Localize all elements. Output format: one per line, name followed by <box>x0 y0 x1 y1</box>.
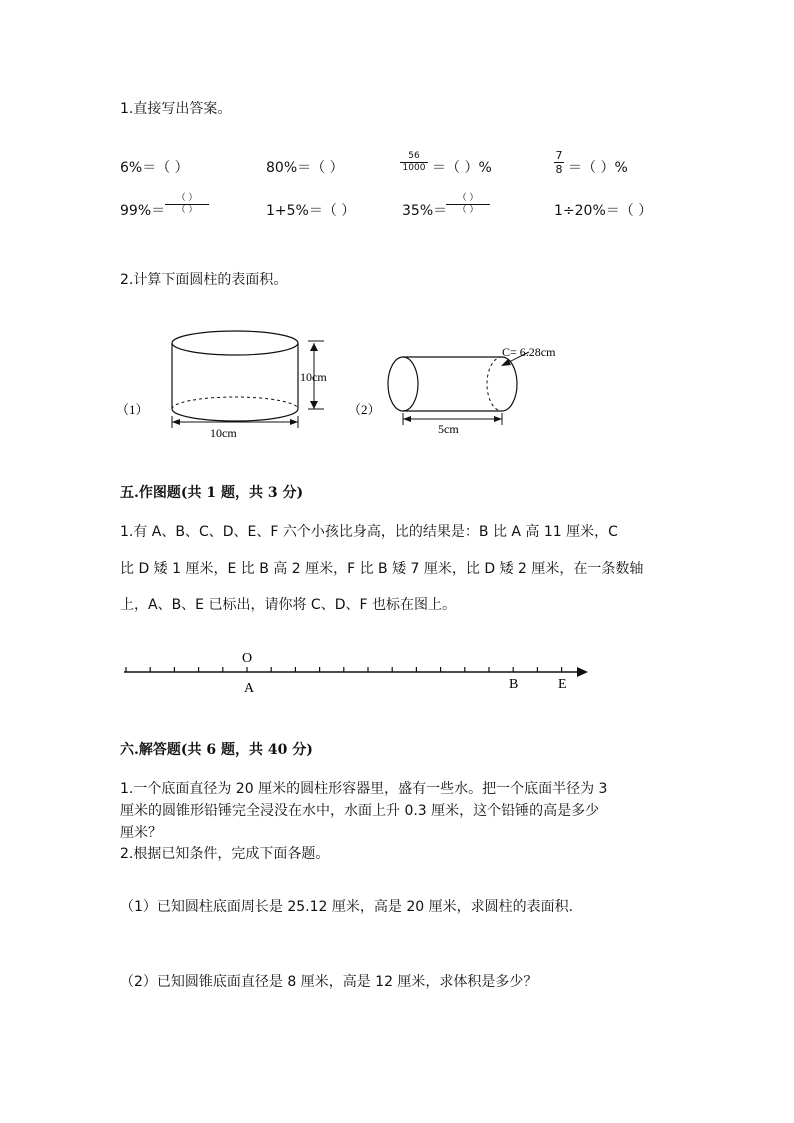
width-arrow-left-head <box>172 419 180 425</box>
height-label: 10cm <box>300 370 327 384</box>
circumference-label: C= 6.28cm <box>502 345 556 359</box>
section-6-p2: 2.根据已知条件，完成下面各题。 <box>120 846 330 862</box>
fraction-7-8 <box>554 150 564 175</box>
section-6-p1-line-2: 厘米的圆锥形铅锤完全浸没在水中，水面上升 0.3 厘米，这个铅锤的高是多少 <box>120 803 600 819</box>
figure-2-label: （2） <box>348 402 381 417</box>
section-5-line-1: 1.有 A、B、C、D、E、F 六个小孩比身高，比的结果是：B 比 A 高 11 厘米，C <box>120 524 618 540</box>
cylinder-2-right-end-back <box>487 357 502 411</box>
origin-label: O <box>242 651 253 666</box>
point-e-label: E <box>558 677 567 692</box>
fraction-56-1000 <box>400 152 428 173</box>
figure-1-label: （1） <box>116 402 149 417</box>
cylinder-2-left-end <box>388 357 418 411</box>
fraction-numerator: 7 <box>555 149 563 162</box>
fraction-denominator: 1000 <box>402 163 426 173</box>
cylinder-figures <box>110 325 590 445</box>
width-arrow-right-head <box>290 419 298 425</box>
q1-item-2: 80%＝（ ） <box>266 160 344 176</box>
number-line <box>118 645 598 697</box>
cylinder-1-bottom-front <box>172 409 298 421</box>
q1-item-7-blank-fraction: （ ） （ ） <box>446 194 490 215</box>
cylinder-1-top <box>172 331 298 355</box>
length-arrow-left-head <box>403 416 411 422</box>
section-6-p1-line-3: 厘米？ <box>120 825 162 841</box>
number-line-arrowhead <box>577 667 588 677</box>
q1-item-7-prefix: 35%＝ <box>402 203 448 219</box>
q1-item-4: ＝（ ）% <box>568 160 628 176</box>
length-arrow-right-head <box>494 416 502 422</box>
fraction-denominator: 8 <box>555 163 563 176</box>
q1-item-3: ＝（ ）% <box>432 160 492 176</box>
point-a-label: A <box>244 681 255 696</box>
cylinder-1-bottom-back <box>172 397 298 409</box>
section-6-heading: 六.解答题(共 6 题，共 40 分) <box>120 742 313 758</box>
q1-item-5-prefix: 99%＝ <box>120 203 166 219</box>
q1-item-1: 6%＝（ ） <box>120 160 189 176</box>
point-b-label: B <box>509 677 519 692</box>
section-5-line-3: 上，A、B、E 已标出，请你将 C、D、F 也标在图上。 <box>120 597 456 613</box>
section-6-p2a: （1）已知圆柱底面周长是 25.12 厘米，高是 20 厘米，求圆柱的表面积. <box>120 899 574 915</box>
q1-item-5-blank-fraction: （ ） （ ） <box>165 194 209 215</box>
q1-title: 1.直接写出答案。 <box>120 101 232 117</box>
length-label: 5cm <box>438 422 459 436</box>
width-label: 10cm <box>210 426 237 440</box>
section-5-line-2: 比 D 矮 1 厘米，E 比 B 高 2 厘米，F 比 B 矮 7 厘米，比 D 矮 2 厘米，在一条数轴 <box>120 561 644 577</box>
q1-item-6: 1+5%＝（ ） <box>266 203 356 219</box>
section-6-p1-line-1: 1.一个底面直径为 20 厘米的圆柱形容器里，盛有一些水。把一个底面半径为 3 <box>120 781 608 797</box>
height-arrow-down-head <box>310 401 318 409</box>
fraction-numerator: 56 <box>408 151 420 161</box>
q2-title: 2.计算下面圆柱的表面积。 <box>120 272 288 288</box>
section-6-p2b: （2）已知圆锥底面直径是 8 厘米，高是 12 厘米，求体积是多少？ <box>120 974 538 990</box>
height-arrow-up-head <box>310 343 318 351</box>
section-5-heading: 五.作图题(共 1 题，共 3 分) <box>120 485 304 501</box>
q1-item-8: 1÷20%＝（ ） <box>554 203 653 219</box>
